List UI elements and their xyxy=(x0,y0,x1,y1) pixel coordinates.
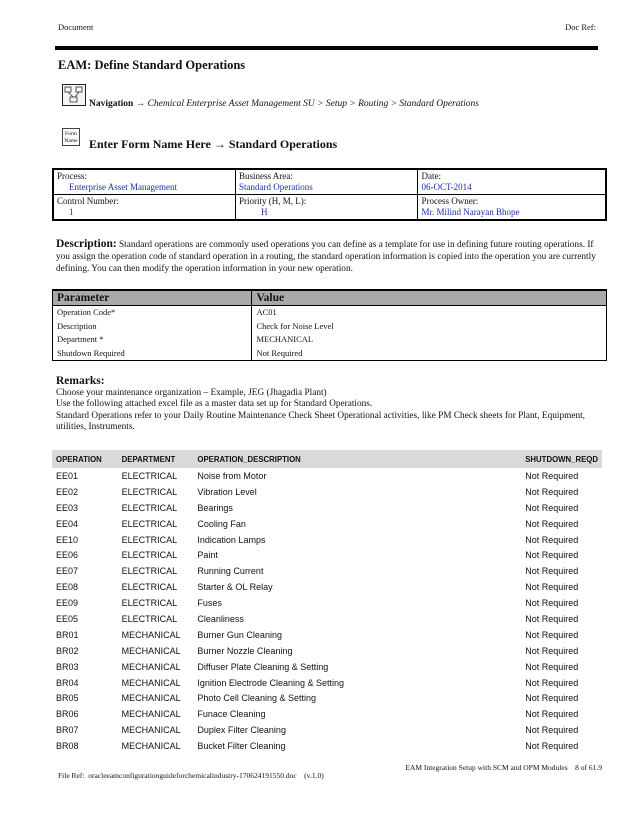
form-name-line: Enter Form Name Here → Standard Operations xyxy=(89,137,338,151)
parameter-header: Parameter xyxy=(53,290,252,306)
department-cell: MECHANICAL xyxy=(121,661,181,672)
operation-cell: BR02 xyxy=(56,645,79,656)
operation-description-cell: Burner Nozzle Cleaning xyxy=(197,645,293,656)
remarks-line-2: Use the following attached excel file as a master data set up for Standard Operations. xyxy=(56,399,373,409)
remarks-section xyxy=(56,376,606,434)
table-row xyxy=(53,306,607,320)
table-row xyxy=(52,659,602,675)
shutdown-reqd-cell: Not Required xyxy=(525,661,579,672)
department-cell: ELECTRICAL xyxy=(121,486,178,497)
department-cell: ELECTRICAL xyxy=(121,613,178,624)
control-number-value: 1 xyxy=(69,207,74,217)
department-cell: ELECTRICAL xyxy=(121,566,178,577)
operation-description-cell: Duplex Filter Cleaning xyxy=(197,725,286,736)
operations-table xyxy=(52,450,602,754)
operation-description-cell: Indication Lamps xyxy=(197,534,266,545)
shutdown-reqd-cell: Not Required xyxy=(525,486,579,497)
shutdown-reqd-cell: Not Required xyxy=(525,677,579,688)
table-row xyxy=(52,643,602,659)
navigation-arrow: → xyxy=(135,99,146,109)
header-document-label: Document xyxy=(58,22,94,32)
remarks-label: Remarks: xyxy=(56,375,105,387)
priority-label: Priority (H, M, L): xyxy=(238,196,307,206)
department-cell: ELECTRICAL xyxy=(121,534,178,545)
operation-cell: BR06 xyxy=(56,709,79,720)
table-row xyxy=(52,532,602,548)
shutdown-reqd-cell: Not Required xyxy=(525,470,579,481)
value-cell: MECHANICAL xyxy=(252,333,607,347)
process-owner-label: Process Owner: xyxy=(421,196,479,206)
table-row xyxy=(52,627,602,643)
operations-table-body xyxy=(52,468,602,754)
table-row xyxy=(53,333,607,347)
operation-cell: EE06 xyxy=(56,550,79,561)
shutdown-reqd-cell: Not Required xyxy=(525,550,579,561)
department-cell: MECHANICAL xyxy=(121,693,181,704)
shutdown-reqd-cell: Not Required xyxy=(525,502,579,513)
shutdown-reqd-cell: Not Required xyxy=(525,645,579,656)
operation-description-cell: Fuses xyxy=(197,598,222,609)
operation-cell: BR08 xyxy=(56,741,79,752)
footer-module-page: EAM Integration Setup with SCM and OPM Modules 8 of 61.9 xyxy=(405,763,602,772)
table-row xyxy=(52,484,602,500)
table-row xyxy=(52,468,602,484)
shutdown-reqd-cell: Not Required xyxy=(525,518,579,529)
operation-cell: EE04 xyxy=(56,518,79,529)
process-owner-value: Mr. Milind Narayan Bhope xyxy=(421,207,520,217)
shutdown-reqd-cell: Not Required xyxy=(525,613,579,624)
operation-description-cell: Paint xyxy=(197,550,218,561)
table-row xyxy=(52,500,602,516)
remarks-line-3: Standard Operations refer to your Daily Routine Maintenance Check Sheet Operational activities, like PM Check sheets for Plant, Equipment, utilities, Instruments. xyxy=(56,410,586,432)
form-icon-text-1: Form xyxy=(65,131,77,137)
table-row xyxy=(52,722,602,738)
table-row xyxy=(52,595,602,611)
table-row xyxy=(53,320,607,334)
shutdown-reqd-cell: Not Required xyxy=(525,629,579,640)
navigation-line xyxy=(89,99,479,109)
table-row xyxy=(52,675,602,691)
department-cell: ELECTRICAL xyxy=(121,518,178,529)
navigation-label: Navigation xyxy=(89,99,134,109)
table-row xyxy=(52,738,602,754)
remarks-line-1: Choose your maintenance organization – Example, JEG (Jhagadia Plant) xyxy=(56,387,327,398)
operation-description-cell: Vibration Level xyxy=(197,486,257,497)
control-number-label: Control Number: xyxy=(57,196,119,206)
operation-description-cell: Bucket Filter Cleaning xyxy=(197,741,286,752)
table-row xyxy=(52,690,602,706)
operation-cell: BR07 xyxy=(56,725,79,736)
header-divider xyxy=(55,46,598,50)
shutdown-reqd-cell: Not Required xyxy=(525,709,579,720)
priority-value: H xyxy=(260,207,268,217)
department-cell: MECHANICAL xyxy=(121,645,181,656)
shutdown-reqd-cell: Not Required xyxy=(525,598,579,609)
operation-cell: BR01 xyxy=(56,629,79,640)
department-cell: MECHANICAL xyxy=(121,741,181,752)
parameter-cell: Operation Code* xyxy=(53,306,252,320)
form-name-icon xyxy=(62,128,80,146)
date-label: Date: xyxy=(421,171,441,181)
department-cell: ELECTRICAL xyxy=(121,502,178,513)
process-value: Enterprise Asset Management xyxy=(69,182,177,192)
department-cell: MECHANICAL xyxy=(121,629,181,640)
operation-description-cell: Starter & OL Relay xyxy=(197,582,273,593)
operation-description-cell: Funace Cleaning xyxy=(197,709,266,720)
parameter-cell: Shutdown Required xyxy=(53,347,252,361)
parameter-table xyxy=(52,289,607,361)
operation-cell: BR05 xyxy=(56,693,79,704)
operation-cell: EE02 xyxy=(56,486,79,497)
business-area-label: Business Area: xyxy=(238,171,293,181)
operation-description-cell: Diffuser Plate Cleaning & Setting xyxy=(197,661,329,672)
operation-description-cell: Noise from Motor xyxy=(197,470,267,481)
shutdown-reqd-header: SHUTDOWN_REQD xyxy=(521,450,602,468)
table-row xyxy=(53,347,607,361)
operation-description-cell: Photo Cell Cleaning & Setting xyxy=(197,693,316,704)
description-text: Standard operations are commonly used operations you can define as a template for use in defining future routing operations. If you assign the operation code of standard operation in a routing, the standard operation information is copied into the operation you are currently defining. You can then modify the operation information in your new operation. xyxy=(56,240,596,274)
operation-cell: EE10 xyxy=(56,534,79,545)
operation-cell: EE03 xyxy=(56,502,79,513)
department-cell: MECHANICAL xyxy=(121,725,181,736)
operation-description-cell: Ignition Electrode Cleaning & Setting xyxy=(197,677,344,688)
department-cell: ELECTRICAL xyxy=(121,550,178,561)
operation-description-cell: Bearings xyxy=(197,502,233,513)
operation-cell: EE07 xyxy=(56,566,79,577)
header-doc-ref-label: Doc Ref: xyxy=(565,22,596,32)
description-label: Description: xyxy=(56,238,117,250)
value-cell: Check for Noise Level xyxy=(252,320,607,334)
operation-description-cell: Cooling Fan xyxy=(197,518,246,529)
operation-description-cell: Running Current xyxy=(197,566,264,577)
process-label: Process: xyxy=(57,171,87,181)
table-row xyxy=(52,516,602,532)
page-title: EAM: Define Standard Operations xyxy=(58,58,246,72)
table-row xyxy=(52,611,602,627)
shutdown-reqd-cell: Not Required xyxy=(525,534,579,545)
table-row xyxy=(52,706,602,722)
shutdown-reqd-cell: Not Required xyxy=(525,582,579,593)
value-cell: AC01 xyxy=(252,306,607,320)
department-header: DEPARTMENT xyxy=(118,450,194,468)
operation-description-cell: Cleanliness xyxy=(197,613,244,624)
operation-cell: EE01 xyxy=(56,470,79,481)
table-row xyxy=(52,563,602,579)
navigation-path: Chemical Enterprise Asset Management SU > Setup > Routing > Standard Operations xyxy=(147,99,479,109)
shutdown-reqd-cell: Not Required xyxy=(525,566,579,577)
operation-cell: BR04 xyxy=(56,677,79,688)
operation-description-header: OPERATION_DESCRIPTION xyxy=(193,450,521,468)
department-cell: MECHANICAL xyxy=(121,677,181,688)
footer-file-ref: File Ref: oracleeamconfigurationguideforchemicalindustry-170624191550.doc (v.1.0) xyxy=(58,771,324,780)
operation-cell: BR03 xyxy=(56,661,79,672)
business-area-value: Standard Operations xyxy=(238,182,313,192)
process-info-table xyxy=(52,168,607,221)
operation-cell: EE08 xyxy=(56,582,79,593)
operation-cell: EE05 xyxy=(56,613,79,624)
description-section xyxy=(56,238,596,275)
table-row xyxy=(52,547,602,563)
department-cell: ELECTRICAL xyxy=(121,470,178,481)
shutdown-reqd-cell: Not Required xyxy=(525,725,579,736)
department-cell: MECHANICAL xyxy=(121,709,181,720)
date-value: 06-OCT-2014 xyxy=(421,182,472,192)
value-header: Value xyxy=(252,290,607,306)
value-cell: Not Required xyxy=(252,347,607,361)
department-cell: ELECTRICAL xyxy=(121,598,178,609)
operation-cell: EE09 xyxy=(56,598,79,609)
table-row xyxy=(52,579,602,595)
navigation-icon xyxy=(62,84,86,106)
form-icon-text-2: Name xyxy=(64,138,78,144)
parameter-cell: Department * xyxy=(53,333,252,347)
department-cell: ELECTRICAL xyxy=(121,582,178,593)
shutdown-reqd-cell: Not Required xyxy=(525,741,579,752)
operation-description-cell: Burner Gun Cleaning xyxy=(197,629,282,640)
shutdown-reqd-cell: Not Required xyxy=(525,693,579,704)
operation-header: OPERATION xyxy=(52,450,118,468)
parameter-cell: Description xyxy=(53,320,252,334)
